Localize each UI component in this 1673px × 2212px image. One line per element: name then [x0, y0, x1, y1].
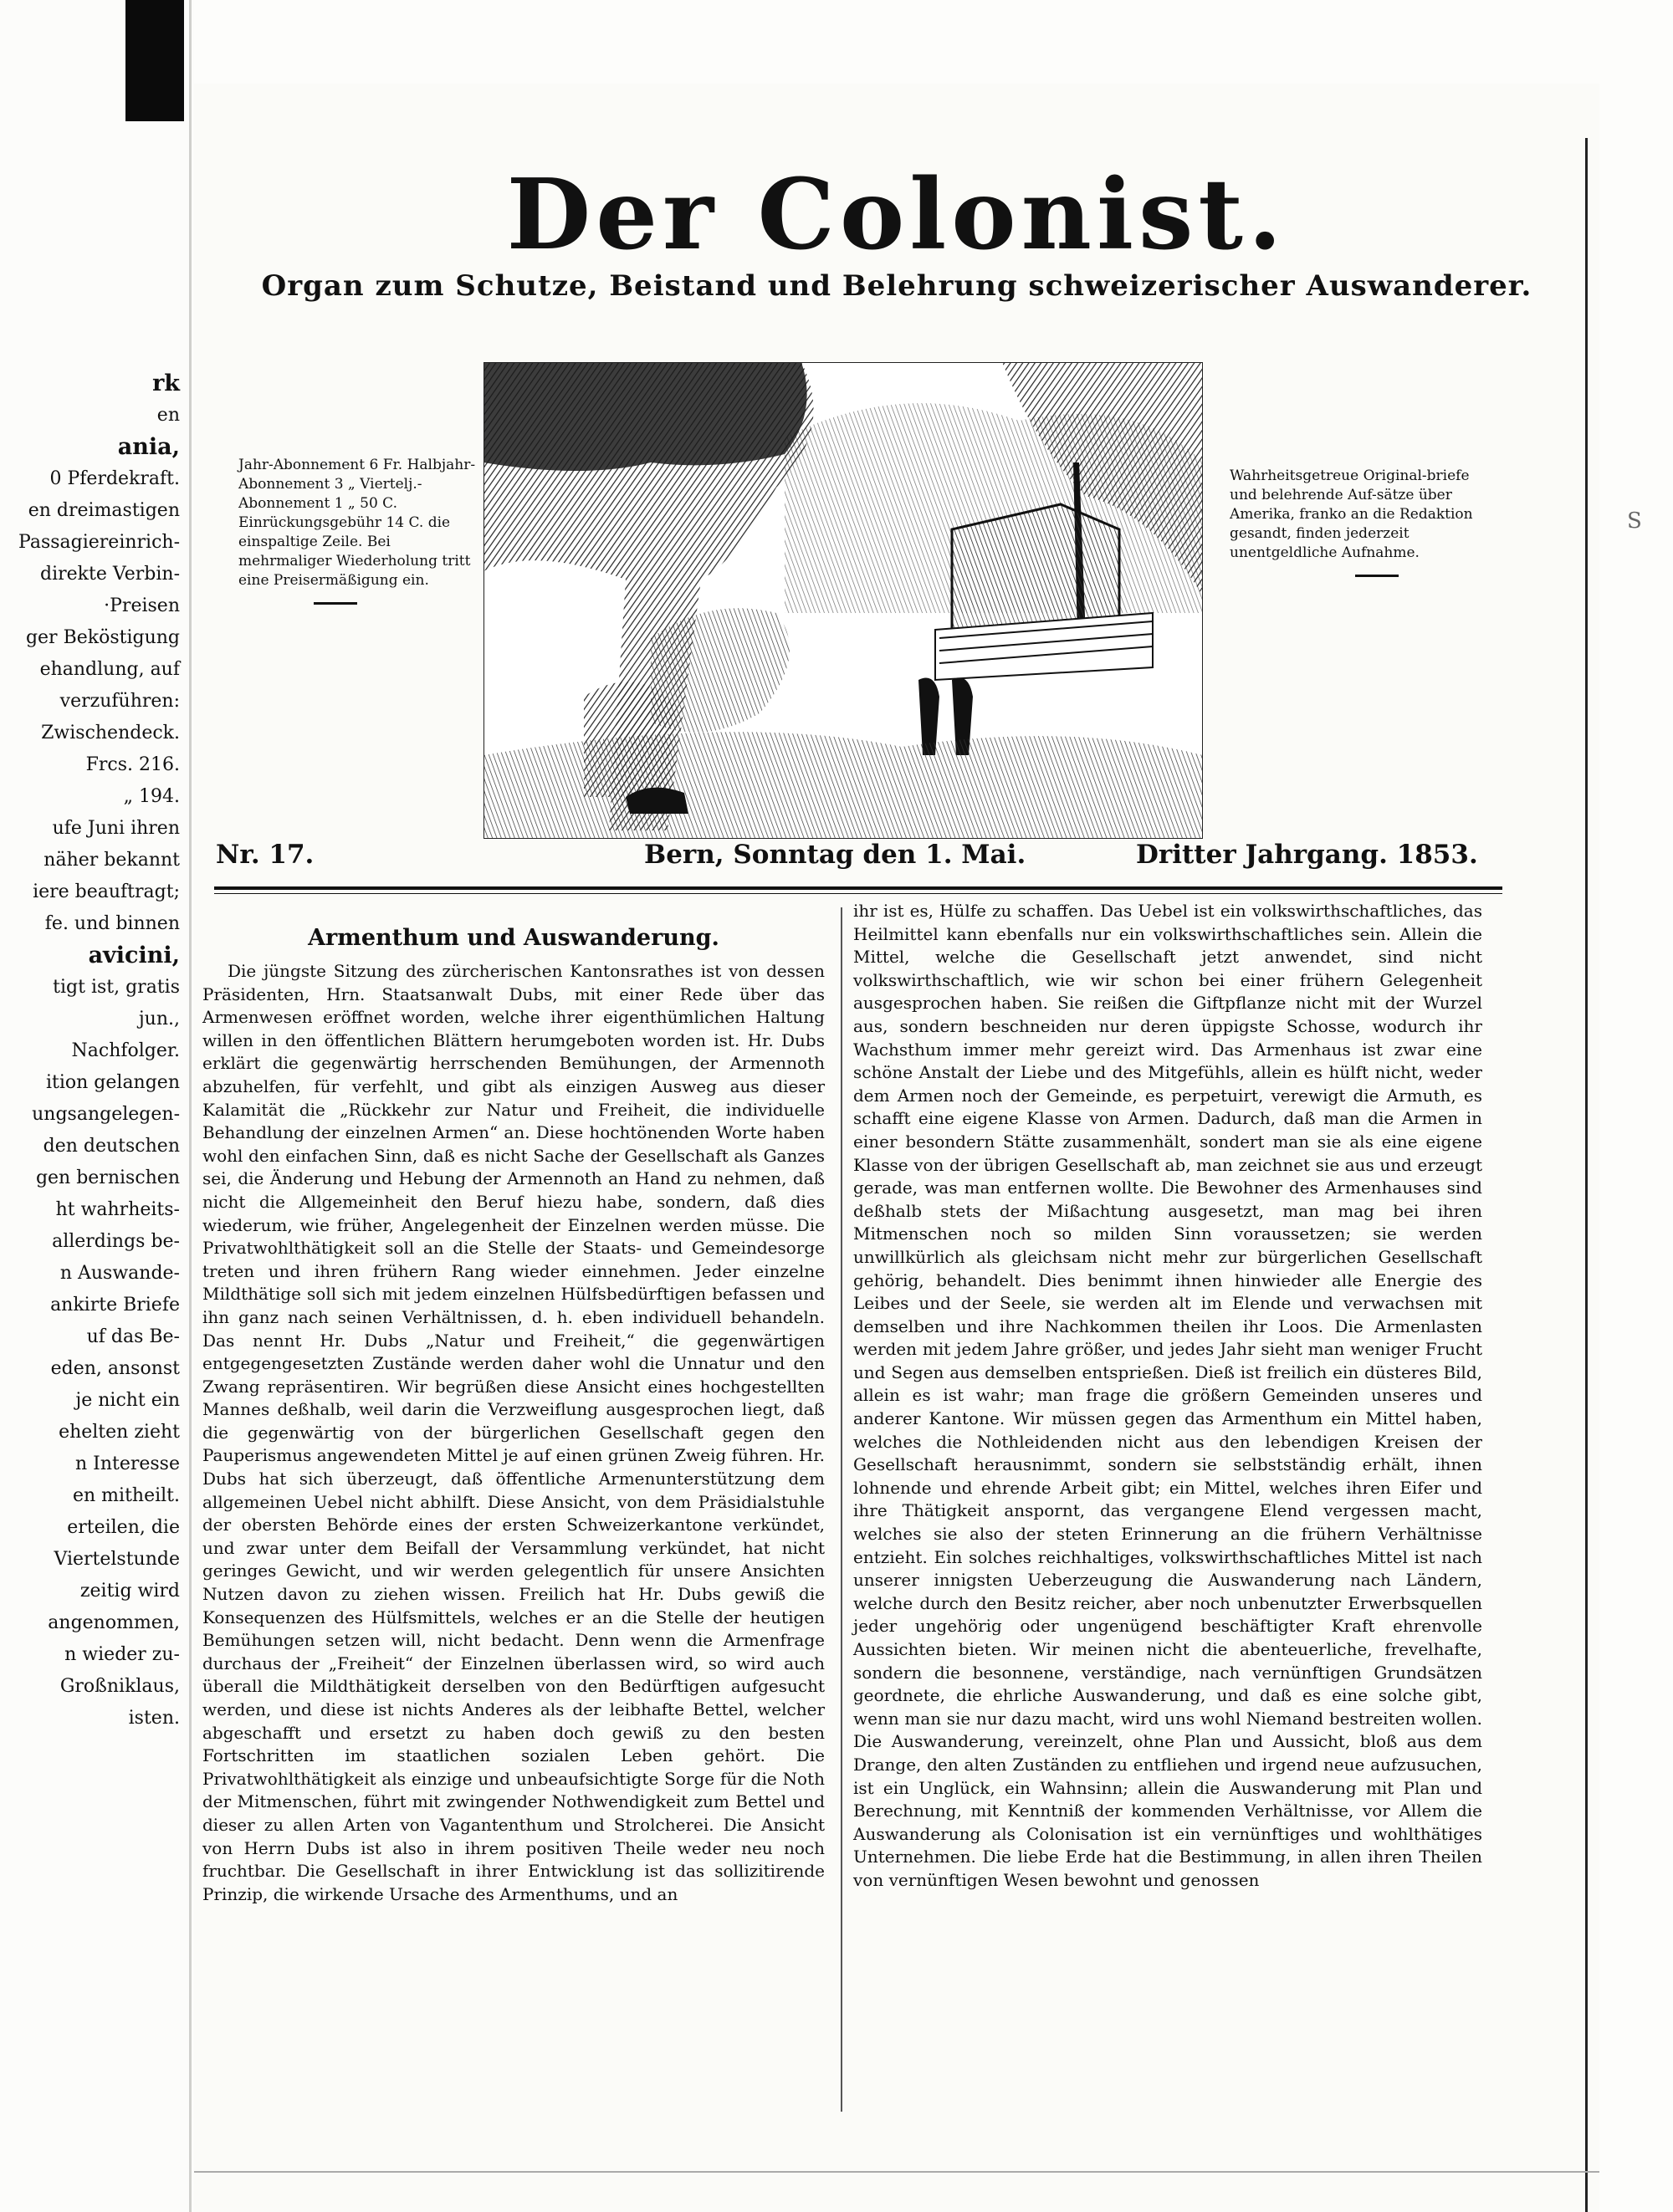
hut-shape [952, 504, 1119, 630]
foreground-ground [483, 732, 1203, 839]
adjacent-page-line: Zwischendeck. [41, 723, 180, 743]
adjacent-page-line: ufe Juni ihren [52, 818, 180, 839]
header-rule-thin [214, 893, 1502, 894]
adjacent-page-line: fe. und binnen [44, 913, 180, 934]
header-rule [214, 886, 1502, 890]
adjacent-page-line: Frcs. 216. [85, 754, 180, 775]
adjacent-page-line: ger Beköstigung [25, 627, 180, 648]
adjacent-page-line: direkte Verbin- [40, 564, 180, 585]
article-right-column [853, 900, 1482, 1893]
subscription-text: Jahr-Abonnement 6 Fr. Halbjahr-Abonnement 3 „ Viertelj.-Abonnement 1 „ 50 C. Einrückungsgebühr 14 C. die einspaltige Zeile. Bei mehrmaliger Wiederholung tritt eine Preisermäßigung ein. [238, 457, 476, 589]
masthead-subtitle: Organ zum Schutze, Beistand und Belehrung schweizerischer Auswanderer. [261, 269, 1532, 303]
woodcut-illustration [483, 362, 1203, 839]
adjacent-page-line: erteilen, die [67, 1517, 180, 1538]
adjacent-page-line: iere beauftragt; [33, 881, 180, 902]
masthead-title: Der Colonist. [506, 158, 1287, 272]
adjacent-page-line: en dreimastigen [28, 500, 180, 521]
adjacent-page-line: ungsangelegen- [32, 1104, 180, 1125]
adjacent-page-line: „ 194. [123, 786, 180, 807]
adjacent-page-line: zeitig wird [79, 1581, 180, 1602]
tree-canopy [483, 362, 807, 471]
adjacent-page-line: Großniklaus, [59, 1676, 180, 1697]
box-rule [1355, 575, 1399, 577]
adjacent-page-line: gen bernischen [35, 1167, 180, 1188]
adjacent-page-line: ankirte Briefe [50, 1295, 180, 1315]
issue-number: Nr. 17. [216, 840, 315, 870]
adjacent-page-line: n wieder zu- [64, 1644, 180, 1665]
adjacent-page-line: näher bekannt [43, 850, 180, 871]
adjacent-page-strip [0, 0, 194, 2212]
margin-mark: S [1627, 508, 1642, 534]
adjacent-page-line: je nicht ein [75, 1390, 180, 1411]
black-binding-bar [125, 0, 184, 121]
adjacent-page-line: isten. [128, 1708, 180, 1729]
adjacent-page-line: tigt ist, gratis [53, 977, 180, 998]
adjacent-page-line: den deutschen [43, 1136, 180, 1157]
right-page-edge [1585, 138, 1604, 2212]
adjacent-page-line: allerdings be- [52, 1231, 180, 1252]
adjacent-page-line: rk [152, 370, 180, 396]
adjacent-page-line: en [156, 405, 180, 426]
adjacent-page-line: verzuführen: [59, 691, 180, 712]
adjacent-page-line: ht wahrheits- [55, 1199, 180, 1220]
adjacent-page-line: ehelten zieht [59, 1422, 180, 1443]
adjacent-page-line: avicini, [88, 943, 180, 968]
notice-text: Wahrheitsgetreue Original-briefe und belehrende Auf-sätze über Amerika, franko an die Redaktion gesandt, finden jederzeit unentgeldliche Aufnahme. [1230, 467, 1473, 561]
box-rule [314, 602, 357, 605]
adjacent-page-line: ania, [117, 434, 180, 460]
bottom-edge [194, 2171, 1599, 2173]
article-body-right: ihr ist es, Hülfe zu schaffen. Das Uebel ist ein volkswirthschaftliches, das Heilmittel kann ebenfalls nur ein volkswirthschaftliches sein. Allein die Mittel, welche die Gesellschaft jetzt anwendet, sind nicht volkswirthschaftlich, wie wir schon bei einer frühern Gelegenheit ausgesprochen haben. Sie reißen die Giftpflanze nicht mit der Wurzel aus, sondern beschneiden nur deren üppigste Schosse, wodurch ihr Wachsthum immer mehr gereizt wird. Das Armenhaus ist zwar eine schöne Anstalt der Liebe und des Mitgefühls, allein es hülft nicht, weder dem Armen noch der Gemeinde, es perpetuirt, verewigt die Armuth, es schafft eine eigene Klasse von Armen. Dadurch, daß man die Armen in einer besondern Stätte zusammenhält, sondert man sie als eine eigene Klasse von der übrigen Gesellschaft ab, man zeichnet sie aus und erzeugt gerade, was man entfernen wollte. Die Bewohner des Armenhauses sind deßhalb stets der Mißachtung ausgesetzt, man mag bei ihren Mitmenschen noch so milden Sinn voraussetzen; sie werden unwillkürlich als gleichsam nicht mehr zur bürgerlichen Gesellschaft gehörig, behandelt. Dies benimmt ihnen hinwieder alle Energie des Leibes und der Seele, sie werden alt im Elende und verwachsen mit demselben und ihre Nachkommen theilen ihr Loos. Die Armenlasten werden mit jedem Jahre größer, und jedes Jahr sieht man weniger Frucht und Segen aus demselben entsprießen. Dieß ist freilich ein düsteres Bild, allein es ist wahr; man frage die größern Gemeinden unseres und anderer Kantone. Wir müssen gegen das Armenthum ein Mittel haben, welches die Nothleidenden nicht aus den lebendigen Kreisen der Gesellschaft herausnimmt, sondern sie selbstständig erhält, ihnen lohnende und ehrende Arbeit gibt; ein Mittel, welches ihren Eifer und ihre Thätigkeit anspornt, das vergangene Elend vergessen macht, welches sie also der steten Erinnerung an die frühern Verhältnisse entzieht. Ein solches reichhaltiges, volkswirthschaftliches Mittel ist nach unserer innigsten Ueberzeugung die Auswanderung nach Ländern, welche durch den Besitz reicher, aber noch unbenutzter Erwerbsquellen jeder ungehörig oder ungenügend beschäftigter Kraft ehrenvolle Aussichten bieten. Wir meinen nicht die abenteuerliche, frevelhafte, sondern die besonnene, verständige, nach vernünftigen Grundsätzen geordnete, die ehrliche Auswanderung, und daß es eine solche gibt, wenn man sie nur dazu macht, wird uns wohl Niemand bestreiten wollen. Die Auswanderung, vereinzelt, ohne Plan und Aussicht, bloß aus dem Drange, den alten Zuständen zu entfliehen und irgend neue aufzusuchen, ist ein Unglück, ein Wahnsinn; allein die Auswanderung mit Plan und Berechnung, mit Kenntniß der kommenden Verhältnisse, vor Allem die Auswanderung als Colonisation ist ein vernünftiges und wohlthätiges Unternehmen. Die liebe Erde hat die Bestimmung, in allen ihren Theilen von vernünftigen Wesen bewohnt und genossen [853, 901, 1482, 1890]
adjacent-page-line: en mitheilt. [72, 1485, 180, 1506]
adjacent-page-text [0, 368, 180, 1734]
page-gutter [189, 0, 192, 2212]
adjacent-page-line: eden, ansonst [50, 1358, 180, 1379]
adjacent-page-line: angenommen, [48, 1612, 180, 1633]
adjacent-page-line: 0 Pferdekraft. [49, 468, 180, 489]
issue-place-date: Bern, Sonntag den 1. Mai. [644, 840, 1026, 870]
column-divider [841, 907, 842, 2112]
adjacent-page-line: uf das Be- [86, 1326, 180, 1347]
adjacent-page-line: n Auswande- [59, 1263, 180, 1284]
adjacent-page-line: jun., [138, 1009, 180, 1029]
adjacent-page-line: ition gelangen [45, 1072, 180, 1093]
subscription-box [238, 456, 481, 605]
article-body-left: Die jüngste Sitzung des zürcherischen Kantonsrathes ist von dessen Präsidenten, Hrn. Staatsanwalt Dubs, mit einer Rede über das Armenwesen eröffnet worden, welche ihrer eigenthümlichen Haltung willen in den öffentlichen Blättern herumgeboten worden ist. Hr. Dubs erklärt die gegenwärtig herrschenden Bemühungen, der Armennoth abzuhelfen, für verfehlt, und gibt als einzigen Ausweg aus dieser Kalamität die „Rückkehr zur Natur und Freiheit, die individuelle Behandlung der einzelnen Armen“ an. Diese hochtönenden Worte haben wohl den einfachen Sinn, daß es nicht Sache der Gesellschaft als Ganzes sei, die Änderung und Hebung der Armennoth an Hand zu nehmen, daß nicht die Allgemeinheit den Beruf hiezu habe, sondern, daß dies wiederum, wie früher, Angelegenheit der Einzelnen werden müsse. Die Privatwohlthätigkeit soll an die Stelle der Staats- und Gemeindesorge treten und ihren frühern Rang wieder einnehmen. Jeder einzelne Mildthätige soll sich mit jedem einzelnen Hülfsbedürftigen befassen und ihn ganz nach seinen Verhältnissen, d. h. eben individuell behandeln. Das nennt Hr. Dubs „Natur und Freiheit,“ die gegenwärtigen entgegengesetzten Zustände werden daher wohl die Unnatur und den Zwang repräsentiren. Wir begrüßen diese Ansicht eines hochgestellten Mannes deßhalb, weil darin die Verzweiflung ausgesprochen liegt, daß die gegenwärtig von der bürgerlichen Gesellschaft gegen den Pauperismus angewendeten Mittel je auf einen grünen Zweig führen. Hr. Dubs hat sich überzeugt, daß öffentliche Armenunterstützung dem allgemeinen Uebel nicht abhilft. Diese Ansicht, von dem Präsidialstuhle der obersten Behörde eines der ersten Schweizerkantone verkündet, und zwar unter dem Beifall der Versammlung verkündet, hat nicht geringes Gewicht, und wir werden gelegentlich für unsere Ansichten Nutzen davon zu ziehen wissen. Freilich hat Hr. Dubs gewiß die Konsequenzen des Hülfsmittels, welches er an die Stelle der heutigen Bemühungen setzen will, nicht bedacht. Denn wenn die Armenfrage durchaus der „Freiheit“ der Einzelnen überlassen wird, so wird auch überall die Mildthätigkeit derselben von den Bedürftigen aufgesucht werden, und diese ist nichts Anderes als der leibhafte Bettel, welcher abgeschafft und ersetzt zu haben doch gewiß zu den besten Fortschritten im staatlichen sozialen Leben gehört. Die Privatwohlthätigkeit als einzige und unbeaufsichtigte Sorge für die Noth der Mitmenschen, führt mit zwingender Nothwendigkeit zum Bettel und dieser zu allen Arten von Vagantenthum und Strolcherei. Die Ansicht von Herrn Dubs ist also in ihrem positiven Theile weder neu noch fruchtbar. Die Gesellschaft in ihrer Entwicklung ist das sollizitirende Prinzip, die wirkende Ursache des Armenthums, und an [202, 961, 825, 1904]
adjacent-page-line: Nachfolger. [71, 1040, 180, 1061]
adjacent-page-line: Viertelstunde [54, 1549, 180, 1570]
adjacent-page-line: ehandlung, auf [39, 659, 180, 680]
adjacent-page-line: n Interesse [74, 1453, 180, 1474]
article-title: Armenthum und Auswanderung. [308, 925, 719, 951]
article-left-column [202, 920, 825, 1906]
adjacent-page-line: Passagiereinrich- [18, 532, 180, 553]
issue-volume: Dritter Jahrgang. 1853. [1136, 840, 1478, 870]
adjacent-page-line: ·Preisen [104, 595, 180, 616]
notice-box [1230, 467, 1481, 577]
